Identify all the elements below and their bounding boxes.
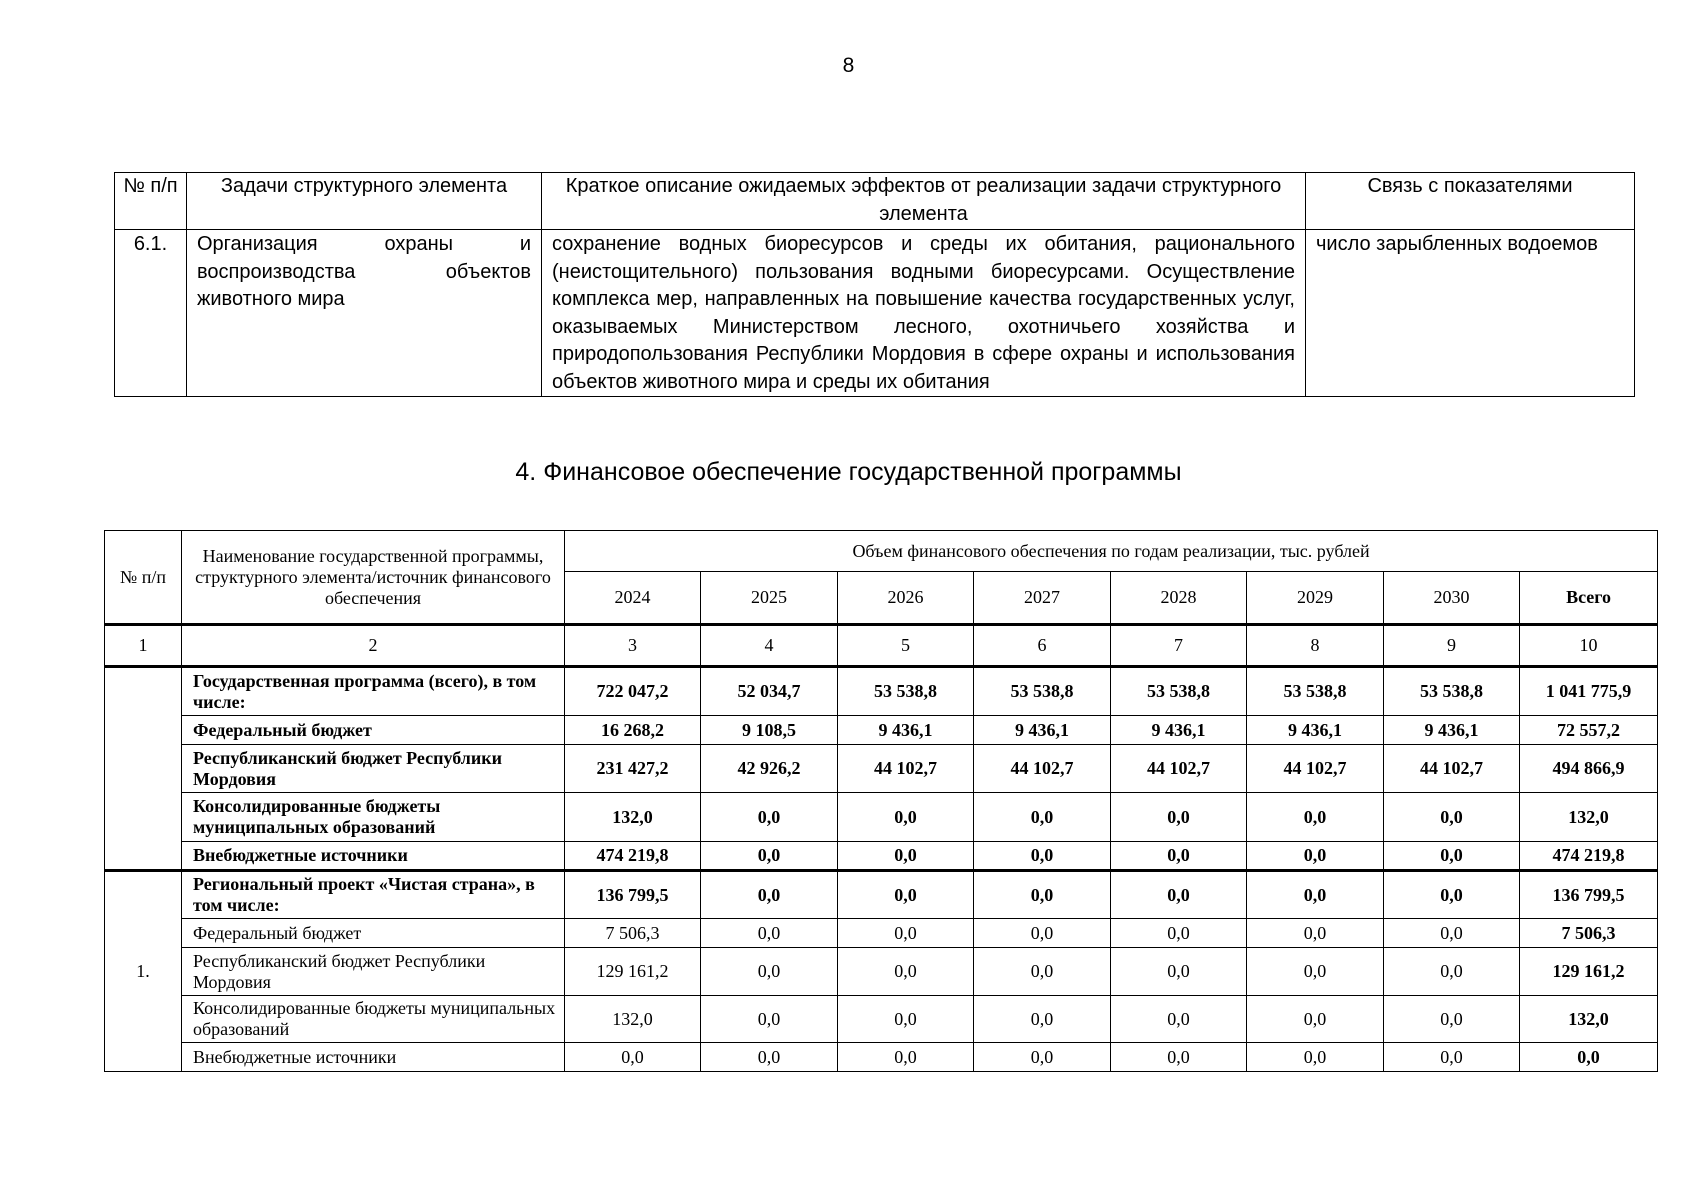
year-value: 0,0 xyxy=(701,871,838,919)
year-value: 0,0 xyxy=(838,842,974,871)
row-name: Консолидированные бюджеты муниципальных образований xyxy=(182,996,565,1043)
year-value: 9 436,1 xyxy=(1384,716,1520,745)
year-value: 9 436,1 xyxy=(1111,716,1247,745)
year-value: 0,0 xyxy=(974,793,1111,842)
year-value: 0,0 xyxy=(565,1043,701,1072)
year-value: 42 926,2 xyxy=(701,745,838,793)
year-value: 0,0 xyxy=(1384,996,1520,1043)
row-name: Внебюджетные источники xyxy=(182,842,565,871)
column-number: 10 xyxy=(1520,625,1658,667)
year-header: 2024 xyxy=(565,572,701,625)
task-name: Организация охраны и воспроизводства объектов животного мира xyxy=(187,230,542,397)
year-value: 44 102,7 xyxy=(1247,745,1384,793)
year-value: 474 219,8 xyxy=(565,842,701,871)
year-value: 44 102,7 xyxy=(1384,745,1520,793)
finance-row xyxy=(105,716,1658,745)
total-value: 132,0 xyxy=(1520,996,1658,1043)
year-value: 0,0 xyxy=(974,1043,1111,1072)
year-header: 2027 xyxy=(974,572,1111,625)
finance-row xyxy=(105,745,1658,793)
total-value: 0,0 xyxy=(1520,1043,1658,1072)
year-value: 0,0 xyxy=(1247,919,1384,948)
finance-header-name: Наименование государственной программы, структурного элемента/источник финансового обеспечения xyxy=(182,531,565,625)
page-number: 8 xyxy=(842,54,855,77)
year-value: 53 538,8 xyxy=(1384,667,1520,716)
year-value: 0,0 xyxy=(1384,842,1520,871)
year-value: 0,0 xyxy=(838,1043,974,1072)
year-value: 0,0 xyxy=(838,919,974,948)
row-name: Государственная программа (всего), в том числе: xyxy=(182,667,565,716)
column-number: 3 xyxy=(565,625,701,667)
year-value: 44 102,7 xyxy=(1111,745,1247,793)
finance-header-row-1 xyxy=(105,531,1658,572)
finance-row xyxy=(105,793,1658,842)
year-value: 53 538,8 xyxy=(1111,667,1247,716)
finance-row xyxy=(105,919,1658,948)
tasks-header-row xyxy=(115,173,1635,230)
year-value: 0,0 xyxy=(701,793,838,842)
column-number: 2 xyxy=(182,625,565,667)
tasks-header-indicator: Связь с показателями xyxy=(1306,173,1635,230)
year-value: 0,0 xyxy=(974,919,1111,948)
column-number: 1 xyxy=(105,625,182,667)
year-header: 2029 xyxy=(1247,572,1384,625)
row-name: Внебюджетные источники xyxy=(182,1043,565,1072)
year-value: 132,0 xyxy=(565,793,701,842)
year-value: 0,0 xyxy=(1111,919,1247,948)
column-number: 5 xyxy=(838,625,974,667)
total-value: 136 799,5 xyxy=(1520,871,1658,919)
year-value: 0,0 xyxy=(1111,1043,1247,1072)
finance-row xyxy=(105,667,1658,716)
row-name: Республиканский бюджет Республики Мордовия xyxy=(182,745,565,793)
year-value: 0,0 xyxy=(1111,996,1247,1043)
row-name: Федеральный бюджет xyxy=(182,919,565,948)
year-value: 0,0 xyxy=(1247,842,1384,871)
tasks-header-num: № п/п xyxy=(115,173,187,230)
year-value: 9 436,1 xyxy=(1247,716,1384,745)
tasks-row xyxy=(115,230,1635,397)
year-value: 9 108,5 xyxy=(701,716,838,745)
year-value: 44 102,7 xyxy=(974,745,1111,793)
year-value: 52 034,7 xyxy=(701,667,838,716)
year-value: 0,0 xyxy=(701,1043,838,1072)
year-header: 2025 xyxy=(701,572,838,625)
year-value: 16 268,2 xyxy=(565,716,701,745)
row-name: Консолидированные бюджеты муниципальных образований xyxy=(182,793,565,842)
finance-row xyxy=(105,842,1658,871)
column-number: 9 xyxy=(1384,625,1520,667)
year-value: 0,0 xyxy=(1247,996,1384,1043)
year-value: 0,0 xyxy=(701,842,838,871)
finance-row xyxy=(105,948,1658,996)
row-name: Федеральный бюджет xyxy=(182,716,565,745)
year-value: 231 427,2 xyxy=(565,745,701,793)
finance-row xyxy=(105,996,1658,1043)
tasks-header-task: Задачи структурного элемента xyxy=(187,173,542,230)
total-value: 132,0 xyxy=(1520,793,1658,842)
year-value: 53 538,8 xyxy=(974,667,1111,716)
year-value: 0,0 xyxy=(701,948,838,996)
finance-table xyxy=(104,530,1658,1072)
year-header: 2028 xyxy=(1111,572,1247,625)
year-value: 9 436,1 xyxy=(838,716,974,745)
task-num: 6.1. xyxy=(115,230,187,397)
finance-row xyxy=(105,871,1658,919)
column-number: 7 xyxy=(1111,625,1247,667)
year-value: 129 161,2 xyxy=(565,948,701,996)
group-number xyxy=(105,667,182,871)
year-value: 0,0 xyxy=(701,996,838,1043)
year-value: 0,0 xyxy=(1111,842,1247,871)
year-value: 0,0 xyxy=(974,842,1111,871)
year-value: 132,0 xyxy=(565,996,701,1043)
year-value: 44 102,7 xyxy=(838,745,974,793)
year-value: 0,0 xyxy=(838,793,974,842)
column-number: 4 xyxy=(701,625,838,667)
year-value: 0,0 xyxy=(1111,793,1247,842)
total-value: 129 161,2 xyxy=(1520,948,1658,996)
column-number: 8 xyxy=(1247,625,1384,667)
year-header: 2026 xyxy=(838,572,974,625)
tasks-table xyxy=(114,172,1635,397)
year-value: 0,0 xyxy=(1384,919,1520,948)
year-value: 722 047,2 xyxy=(565,667,701,716)
column-numbers-row xyxy=(105,625,1658,667)
year-value: 0,0 xyxy=(838,948,974,996)
year-value: 0,0 xyxy=(1384,871,1520,919)
year-value: 0,0 xyxy=(1247,793,1384,842)
section-title: 4. Финансовое обеспечение государственной программы xyxy=(515,458,1182,486)
year-value: 0,0 xyxy=(1247,1043,1384,1072)
year-value: 9 436,1 xyxy=(974,716,1111,745)
total-value: 474 219,8 xyxy=(1520,842,1658,871)
year-value: 0,0 xyxy=(1384,1043,1520,1072)
year-value: 53 538,8 xyxy=(838,667,974,716)
year-value: 0,0 xyxy=(1384,948,1520,996)
task-description: сохранение водных биоресурсов и среды их обитания, рационального (неистощительного) пользования водными биоресурсами. Осуществление комплекса мер, направленных на повышение качества государственных услуг, оказываемых Министерством лесного, охотничьего хозяйства и природопользования Республики Мордовия в сфере охраны и использования объектов животного мира и среды их обитания xyxy=(542,230,1306,397)
year-value: 0,0 xyxy=(974,871,1111,919)
total-value: 1 041 775,9 xyxy=(1520,667,1658,716)
year-value: 0,0 xyxy=(838,996,974,1043)
column-number: 6 xyxy=(974,625,1111,667)
year-value: 0,0 xyxy=(1111,948,1247,996)
year-value: 0,0 xyxy=(838,871,974,919)
group-number: 1. xyxy=(105,871,182,1072)
row-name: Республиканский бюджет Республики Мордовия xyxy=(182,948,565,996)
finance-header-volume: Объем финансового обеспечения по годам реализации, тыс. рублей xyxy=(565,531,1658,572)
year-header: 2030 xyxy=(1384,572,1520,625)
year-value: 0,0 xyxy=(1247,948,1384,996)
year-value: 0,0 xyxy=(701,919,838,948)
year-value: 136 799,5 xyxy=(565,871,701,919)
task-indicator: число зарыбленных водоемов xyxy=(1306,230,1635,397)
total-value: 72 557,2 xyxy=(1520,716,1658,745)
total-header: Всего xyxy=(1520,572,1658,625)
year-value: 7 506,3 xyxy=(565,919,701,948)
year-value: 0,0 xyxy=(1384,793,1520,842)
total-value: 494 866,9 xyxy=(1520,745,1658,793)
year-value: 53 538,8 xyxy=(1247,667,1384,716)
finance-header-num: № п/п xyxy=(105,531,182,625)
year-value: 0,0 xyxy=(1111,871,1247,919)
finance-row xyxy=(105,1043,1658,1072)
year-value: 0,0 xyxy=(974,996,1111,1043)
row-name: Региональный проект «Чистая страна», в том числе: xyxy=(182,871,565,919)
year-value: 0,0 xyxy=(974,948,1111,996)
year-value: 0,0 xyxy=(1247,871,1384,919)
total-value: 7 506,3 xyxy=(1520,919,1658,948)
tasks-header-description: Краткое описание ожидаемых эффектов от реализации задачи структурного элемента xyxy=(542,173,1306,230)
